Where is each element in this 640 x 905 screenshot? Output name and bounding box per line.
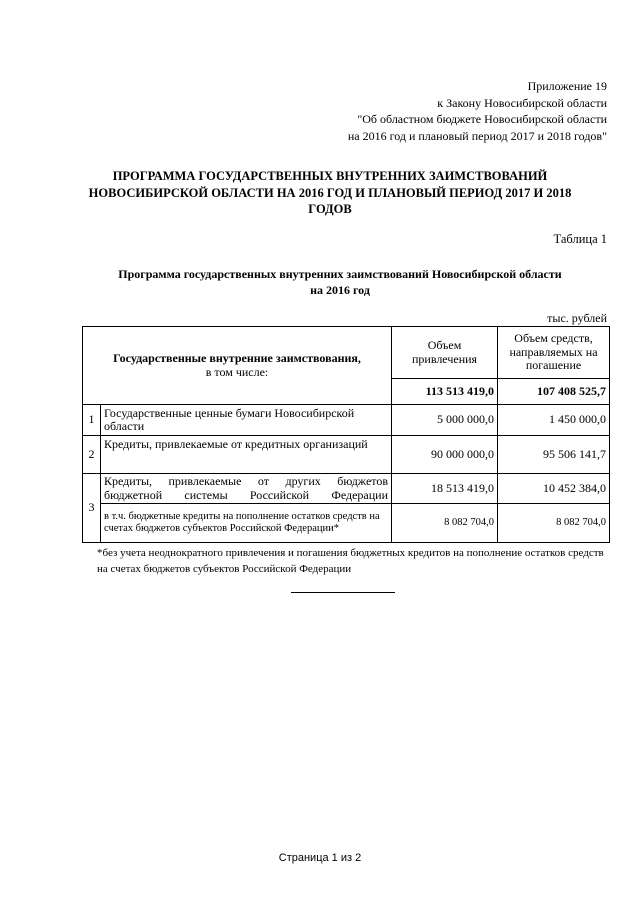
- row-borrowing: 18 513 419,0: [392, 474, 498, 504]
- subrow-borrowing: 8 082 704,0: [392, 504, 498, 543]
- header-col-borrowing: Объем привлечения: [392, 327, 498, 379]
- title-line: НОВОСИБИРСКОЙ ОБЛАСТИ НА 2016 ГОД И ПЛАНОВЫЙ ПЕРИОД 2017 И 2018: [88, 185, 572, 200]
- row-repayment: 10 452 384,0: [498, 474, 610, 504]
- row-index: 1: [83, 405, 101, 436]
- document-title: [60, 168, 600, 218]
- footnote: *без учета неоднократного привлечения и погашения бюджетных кредитов на пополнение остатков средств на счетах бюджетов субъектов Российской Федерации: [97, 547, 604, 575]
- row-name-text: Кредиты, привлекаемые от других бюджетов бюджетной системы Российской Федерации: [104, 474, 389, 502]
- total-borrowing: 113 513 419,0: [392, 379, 498, 405]
- table-label: Таблица 1: [553, 232, 607, 246]
- row-repayment: 95 506 141,7: [498, 436, 610, 474]
- appendix-block: [348, 78, 607, 144]
- row-name: Государственные ценные бумаги Новосибирской области: [101, 405, 392, 436]
- row-index: 3: [83, 474, 101, 543]
- table-header-row: [83, 327, 610, 379]
- header-col-repayment: Объем средств, направляемых на погашение: [498, 327, 610, 379]
- header-sublabel: в том числе:: [205, 364, 269, 379]
- row-borrowing: 5 000 000,0: [392, 405, 498, 436]
- header-label-cell: [83, 327, 392, 405]
- subrow-repayment: 8 082 704,0: [498, 504, 610, 543]
- title-line: ПРОГРАММА ГОСУДАРСТВЕННЫХ ВНУТРЕННИХ ЗАИМСТВОВАНИЙ: [112, 169, 548, 183]
- table-subrow: [83, 504, 610, 543]
- row-repayment: 1 450 000,0: [498, 405, 610, 436]
- borrowings-table: [82, 326, 610, 543]
- row-index: 2: [83, 436, 101, 474]
- subtitle-line: на 2016 год: [310, 283, 370, 297]
- title-line: ГОДОВ: [308, 202, 352, 216]
- table-row: [83, 405, 610, 436]
- header-label: Государственные внутренние заимствования,: [113, 351, 361, 365]
- appendix-line: к Закону Новосибирской области: [437, 95, 607, 110]
- appendix-line: Приложение 19: [527, 79, 607, 93]
- table-row: [83, 436, 610, 474]
- row-name: Кредиты, привлекаемые от кредитных организаций: [101, 436, 392, 474]
- row-name: [101, 474, 392, 504]
- total-repayment: 107 408 525,7: [498, 379, 610, 405]
- appendix-line: на 2016 год и плановый период 2017 и 2018 годов": [347, 128, 607, 143]
- subtitle-line: Программа государственных внутренних заимствований Новосибирской области: [118, 267, 562, 281]
- row-borrowing: 90 000 000,0: [392, 436, 498, 474]
- subrow-name: в т.ч. бюджетные кредиты на пополнение остатков средств на счетах бюджетов субъектов Российской Федерации*: [101, 504, 392, 543]
- units-label: тыс. рублей: [547, 311, 607, 325]
- divider-line: [291, 592, 395, 593]
- table-row: [83, 474, 610, 504]
- table-title: [80, 266, 600, 298]
- appendix-line: "Об областном бюджете Новосибирской области: [357, 112, 607, 126]
- page-number: Страница 1 из 2: [278, 852, 362, 864]
